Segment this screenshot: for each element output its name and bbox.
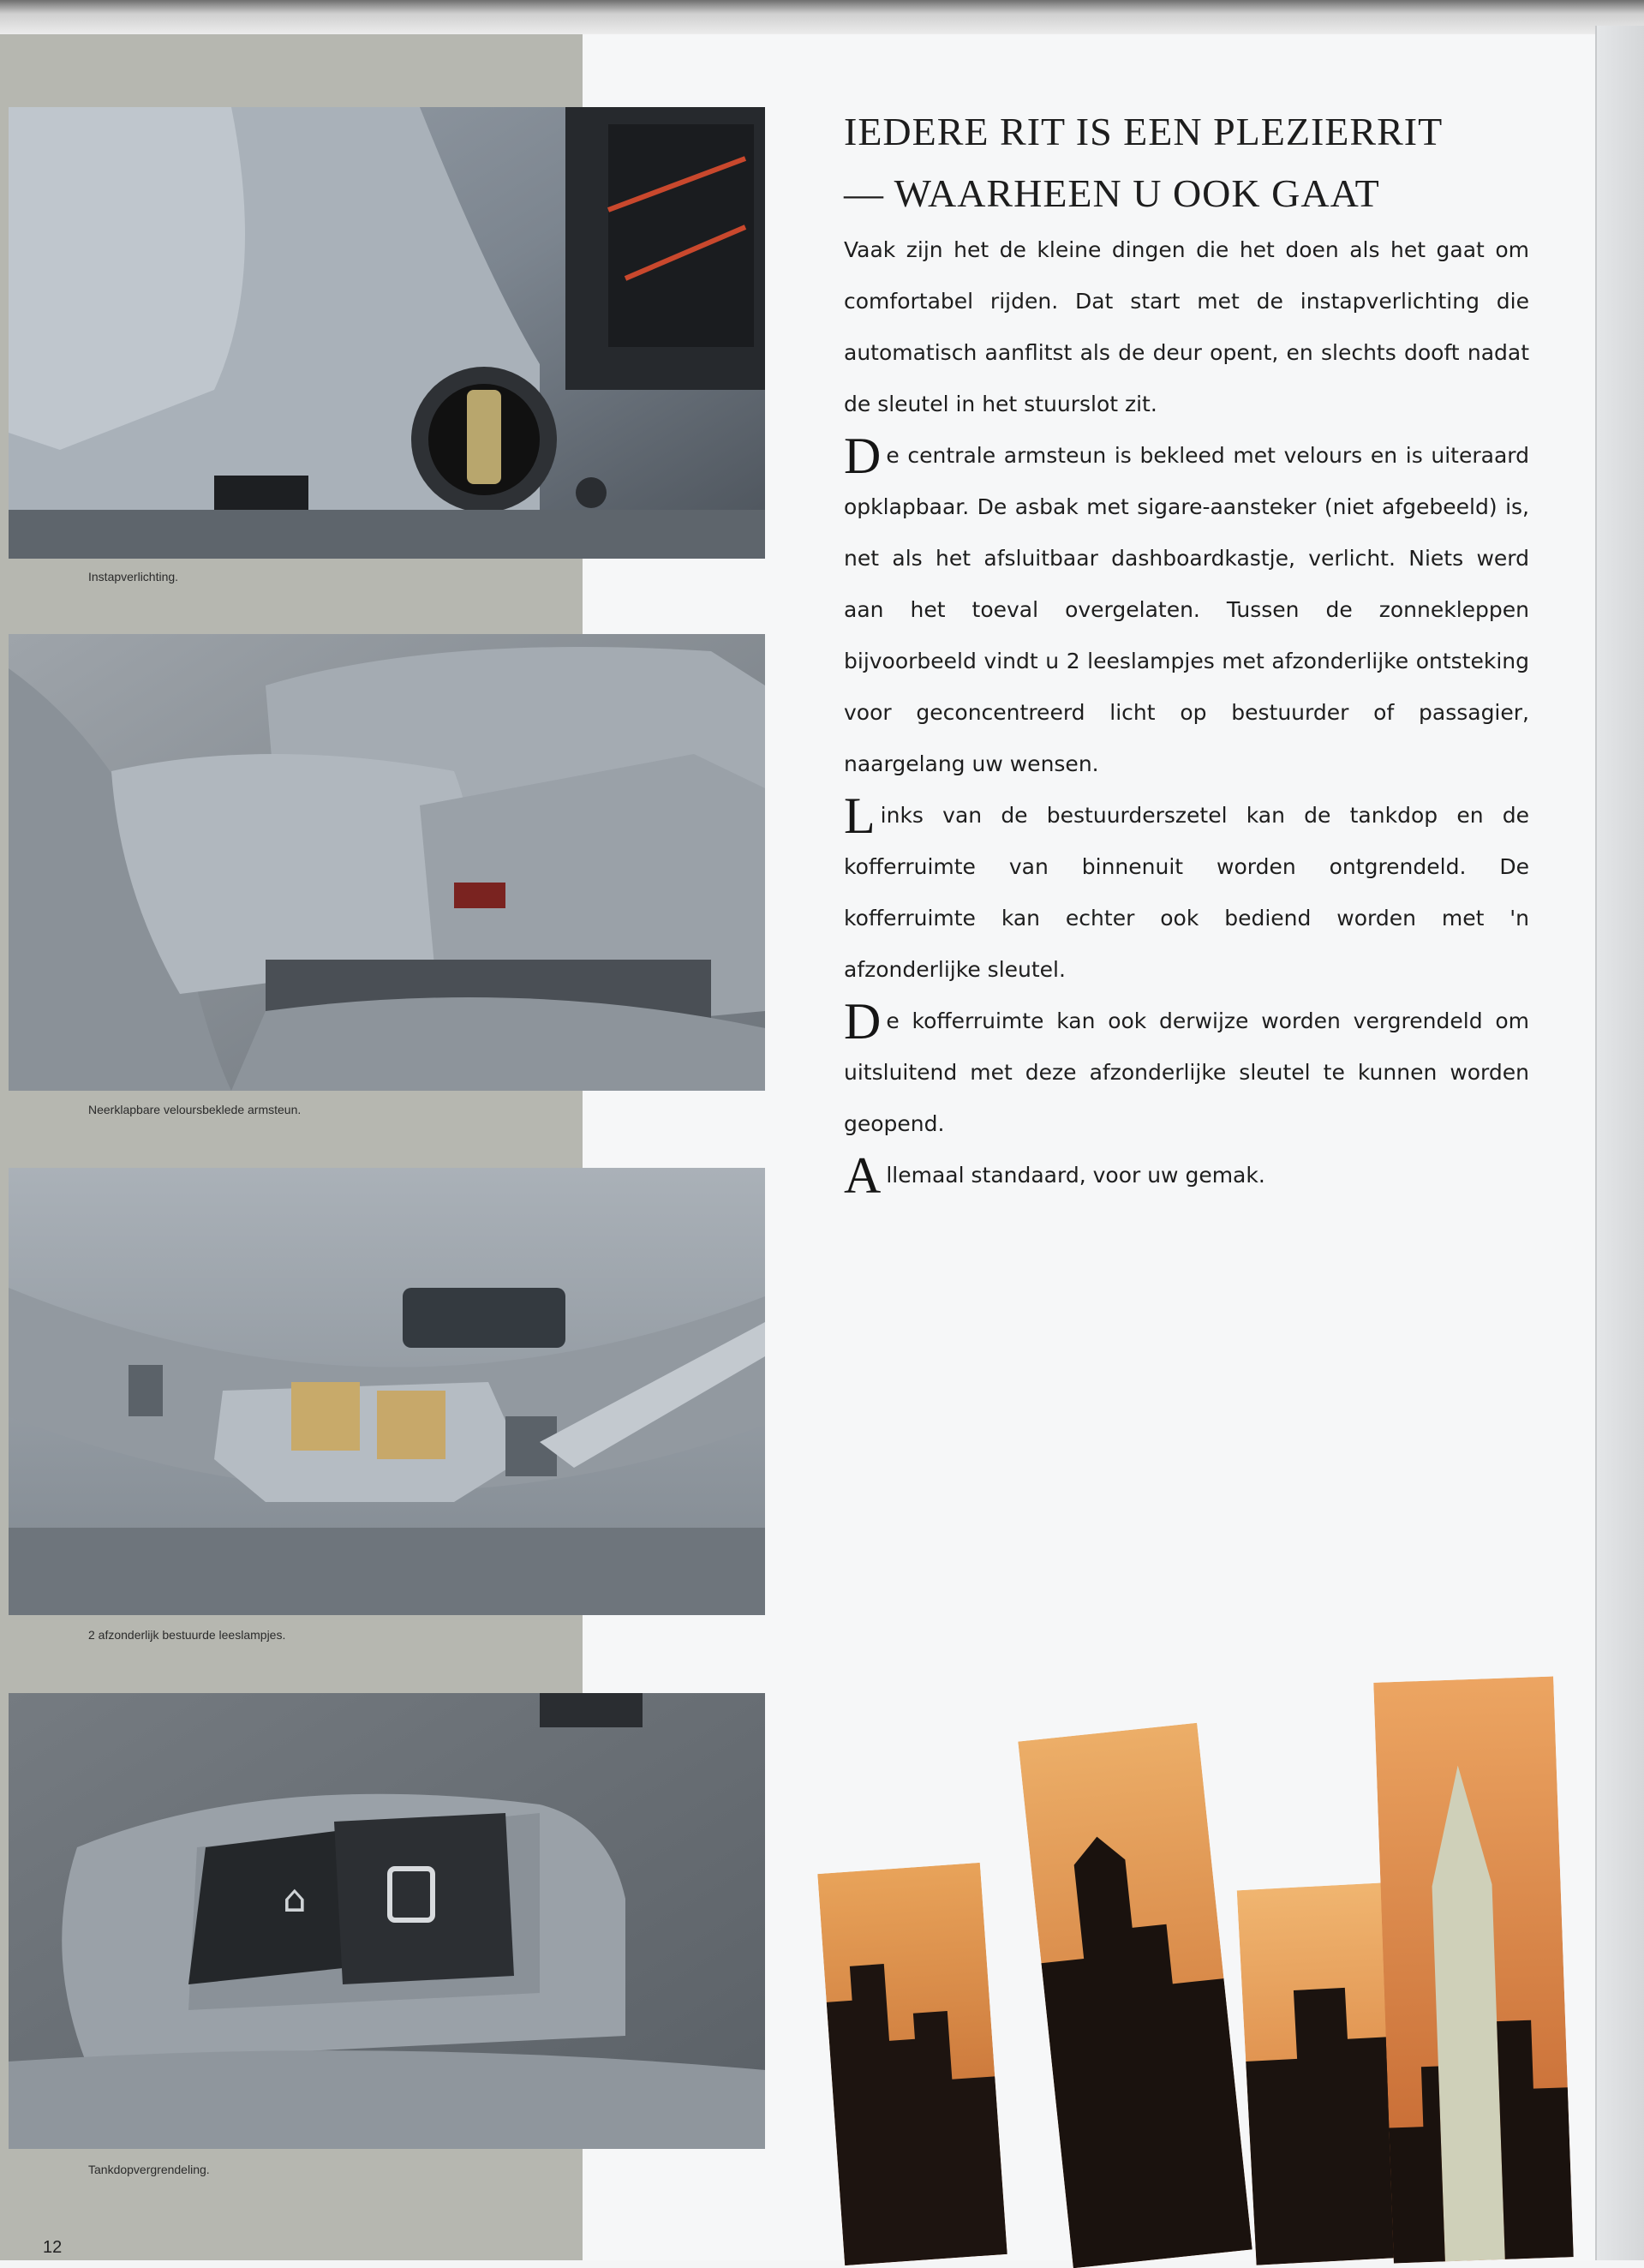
paragraph-1-text: Vaak zijn het de kleine dingen die het doen als het gaat om comfortabel rijden. Dat start met de instapverlichting die automatisch aanflitst als de deur opent, en slechts dooft nadat de sleutel in het stuurslot zit.: [844, 237, 1529, 416]
paragraph-4: [844, 993, 1529, 1150]
page-heading: [844, 101, 1572, 224]
svg-text:⌂: ⌂: [283, 1877, 307, 1921]
scan-right-edge: [1595, 26, 1644, 2260]
photo-reading-lamps: [9, 1168, 765, 1615]
caption-photo3: 2 afzonderlijk bestuurde leeslampjes.: [88, 1628, 286, 1642]
heading-line-2: — WAARHEEN U OOK GAAT: [844, 171, 1380, 215]
heading-line-1: IEDERE RIT IS EEN PLEZIERRIT: [844, 110, 1444, 153]
skyline-panel-1: [817, 1863, 1007, 2265]
dropcap-a: A: [844, 1147, 882, 1204]
paragraph-5: [844, 1147, 1529, 1204]
dropcap-d: D: [844, 428, 882, 484]
paragraph-3: [844, 787, 1529, 996]
photo-release-levers: [9, 1693, 765, 2149]
paragraph-2: [844, 430, 1529, 790]
page-number: 12: [43, 2238, 63, 2257]
paragraph-2-text: e centrale armsteun is bekleed met velours en is uiteraard opklapbaar. De asbak met sigare-aansteker (niet afgebeeld) is, net als het afsluitbaar dashboardkastje, verlicht. Niets werd aan het toeval overgelaten. Tussen de zonnekleppen bijvoorbeeld vindt u 2 leeslampjes met afzonderlijke ontsteking voor geconcentreerd licht op bestuurder of passagier, naargelang uw wensen.: [844, 443, 1529, 776]
caption-photo4: Tankdopvergrendeling.: [88, 2163, 210, 2176]
photo-armrest: [9, 634, 765, 1091]
paragraph-3-text: inks van de bestuurderszetel kan de tankdop en de kofferruimte van binnenuit worden ontgrendeld. De kofferruimte kan echter ook bediend worden met 'n afzonderlijke sleutel.: [844, 803, 1529, 982]
body-text: [844, 224, 1529, 1204]
skyline-panel-4: [1373, 1677, 1574, 2264]
scan-top-edge: [0, 0, 1644, 34]
dropcap-d2: D: [844, 993, 882, 1050]
photo-ignition-light: [9, 107, 765, 559]
paragraph-4-text: e kofferruimte kan ook derwijze worden vergrendeld om uitsluitend met deze afzonderlijke sleutel te kunnen worden geopend.: [844, 1008, 1529, 1136]
paragraph-1: [844, 224, 1529, 430]
paragraph-5-text: llemaal standaard, voor uw gemak.: [886, 1163, 1265, 1188]
caption-photo2: Neerklapbare veloursbeklede armsteun.: [88, 1103, 302, 1116]
dropcap-l: L: [844, 787, 876, 844]
skyline-panel-2: [1018, 1723, 1252, 2268]
caption-photo1: Instapverlichting.: [88, 570, 179, 583]
